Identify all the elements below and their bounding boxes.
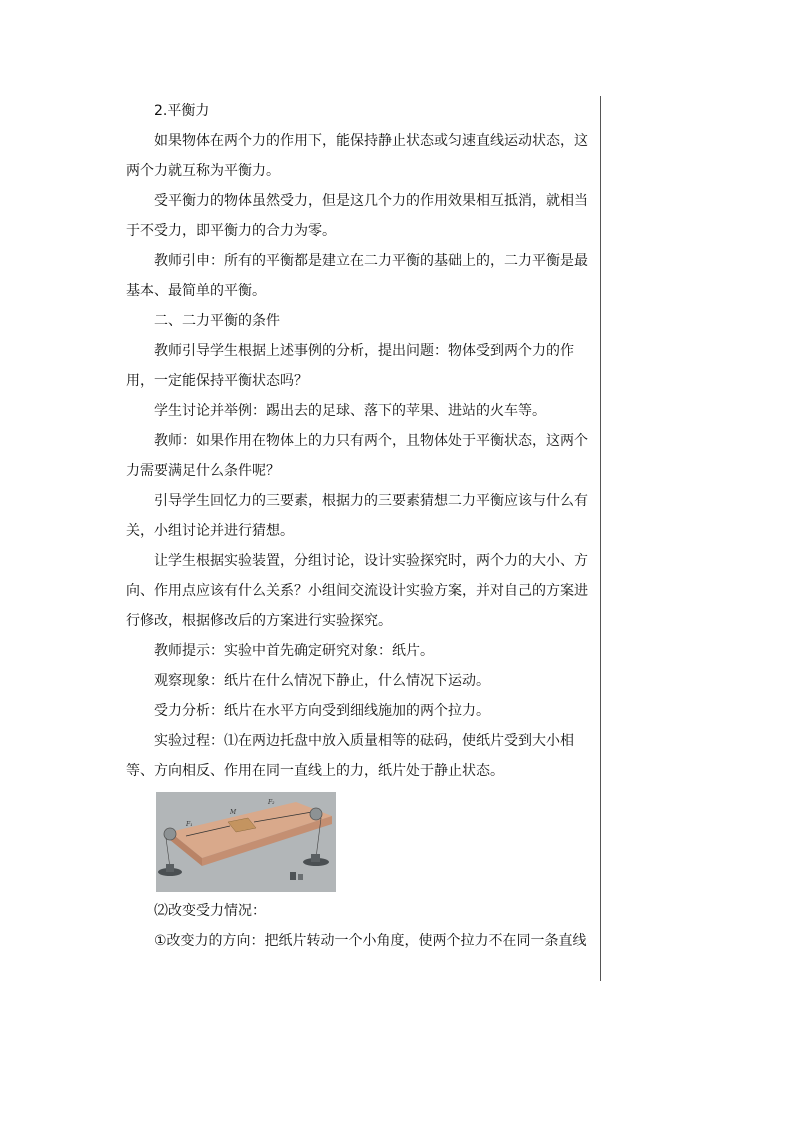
paragraph: 学生讨论并举例：踢出去的足球、落下的苹果、进站的火车等。 xyxy=(154,403,546,419)
paragraph: 让学生根据实验装置，分组讨论，设计实验探究时，两个力的大小、方向、作用点应该有什么关系？小组间交流设计实验方案，并对自己的方案进行修改，根据修改后的方案进行实验探究。 xyxy=(126,553,588,629)
paragraph: 引导学生回忆力的三要素，根据力的三要素猜想二力平衡应该与什么有关，小组讨论并进行猜想。 xyxy=(126,493,588,539)
text-block-after-figure xyxy=(126,896,598,956)
page-margin-rule xyxy=(600,96,601,981)
right-weight xyxy=(311,854,320,862)
spare-weight-2 xyxy=(298,874,303,880)
paragraph: 教师引申：所有的平衡都是建立在二力平衡的基础上的，二力平衡是最基本、最简单的平衡。 xyxy=(126,253,588,299)
paragraph: 观察现象：纸片在什么情况下静止，什么情况下运动。 xyxy=(154,673,490,689)
paragraph: 受力分析：纸片在水平方向受到细线施加的两个拉力。 xyxy=(154,703,490,719)
label-f2: F₂ xyxy=(268,799,275,806)
document-body xyxy=(126,96,598,956)
label-f1: F₁ xyxy=(186,821,193,828)
experiment-figure xyxy=(156,792,336,892)
paragraph: 教师提示：实验中首先确定研究对象：纸片。 xyxy=(154,643,434,659)
paragraph: 教师：如果作用在物体上的力只有两个，且物体处于平衡状态，这两个力需要满足什么条件呢？ xyxy=(126,433,588,479)
paragraph: 二、二力平衡的条件 xyxy=(154,313,280,329)
paragraph: ⑵改变受力情况： xyxy=(154,903,266,919)
left-weight xyxy=(166,864,174,872)
text-block-before-figure xyxy=(126,96,598,786)
experiment-apparatus-drawing xyxy=(156,792,336,892)
paragraph: ①改变力的方向：把纸片转动一个小角度，使两个拉力不在同一条直线 xyxy=(154,933,587,949)
paragraph: 实验过程：⑴在两边托盘中放入质量相等的砝码，使纸片受到大小相等、方向相反、作用在同一直线上的力，纸片处于静止状态。 xyxy=(126,733,574,779)
spare-weight-1 xyxy=(290,872,296,880)
right-pulley xyxy=(310,808,322,820)
label-m: M xyxy=(230,809,237,816)
paragraph: 教师引导学生根据上述事例的分析，提出问题：物体受到两个力的作用，一定能保持平衡状态吗？ xyxy=(126,343,574,389)
paragraph: 受平衡力的物体虽然受力，但是这几个力的作用效果相互抵消，就相当于不受力，即平衡力的合力为零。 xyxy=(126,193,588,239)
paragraph: 2.平衡力 xyxy=(154,103,210,119)
paragraph: 如果物体在两个力的作用下，能保持静止状态或匀速直线运动状态，这两个力就互称为平衡力。 xyxy=(126,133,588,179)
